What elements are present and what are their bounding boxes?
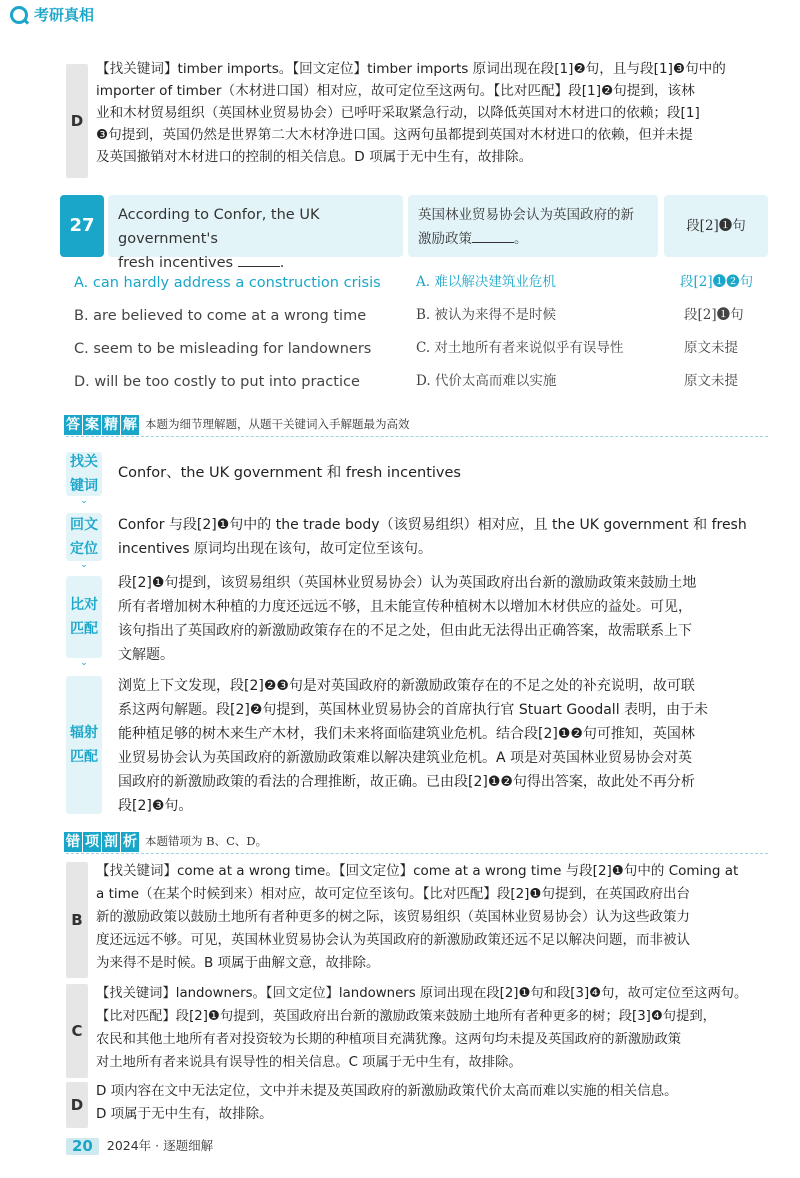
option-a-location: 段[2]❶❷句 [680,274,754,290]
text-line: 【比对匹配】段[2]❶句提到，英国政府出台新的激励政策来鼓励土地所有者种更多的树；段[3]❹句提到， [96,1009,716,1024]
divider [66,853,768,854]
text-line: 【找关键词】timber imports。【回文定位】timber imports 原词出现在段[1]❷句，且与段[1]❸句中的 [96,61,726,77]
question-location: 段[2]❶句 [664,195,768,257]
text-line: D 项属于无中生有，故排除。 [96,1106,273,1122]
text-line: 及英国撤销对木材进口的控制的相关信息。D 项属于无中生有，故排除。 [96,149,533,165]
step-tag-find-keywords: 找关键词 [66,452,102,496]
text-line: ❸句提到，英国仍然是世界第二大木材净进口国。这两句虽都提到英国对木材进口的依赖，但并未提 [96,127,693,143]
answer-blank [238,252,280,267]
option-c-location: 原文未提 [684,340,738,356]
text-line: 国政府的新激励政策的看法的合理推断，故正确。已由段[2]❶❷句得出答案，故此处不再分析 [118,774,695,790]
step-compare-text [118,571,768,667]
option-a-cn: A. 难以解决建筑业危机 [416,274,556,290]
search-icon [10,6,28,24]
answer-blank [472,228,514,243]
step-locate-text [118,513,768,561]
answer-section-title: 答 案 精 解 本题为细节理解题，从题干关键词入手解题最为高效 [66,417,410,433]
text-line: 能种植足够的树木来生产木材，我们未来将面临建筑业危机。结合段[2]❶❷句可推知，英国林 [118,726,695,742]
text-line: 系这两句解题。段[2]❷句提到，英国林业贸易协会的首席执行官 Stuart Goodall 表明，由于未 [118,702,709,718]
wrong-section-note: 本题错项为 B、C、D。 [145,834,268,849]
text-line: 浏览上下文发现，段[2]❷❸句是对英国政府的新激励政策存在的不足之处的补充说明，故可联 [118,678,695,694]
text-line: Confor、the UK government 和 fresh incentives [118,465,461,481]
option-d-location: 原文未提 [684,373,738,389]
chevron-down-icon: ⌄ [80,560,88,570]
wrong-option-b-analysis [96,860,768,975]
option-b-cn: B. 被认为来得不是时候 [416,307,557,323]
text-line: 业和木材贸易组织（英国林业贸易协会）已呼吁采取紧急行动，以降低英国对木材进口的依赖；段[1] [96,105,700,121]
option-b-location: 段[2]❶句 [684,307,744,323]
text-line: 【找关键词】landowners。【回文定位】landowners 原词出现在段[2]❶句和段[3]❹句，故可定位至这两句。 [96,986,748,1001]
text-line: 度还远远不够。可见，英国林业贸易协会认为英国政府的新激励政策还远不足以解决问题，而非被认 [96,932,690,948]
text-line: incentives 原词均出现在该句，故可定位至该句。 [118,541,432,557]
option-a-en: A. can hardly address a construction crisis [74,275,381,291]
step-find-keywords-text [118,462,768,484]
text-line: 所有者增加树木种植的力度还远远不够，且未能宣传种植树木以增加木材供应的益处。可见， [118,599,692,615]
option-tag-d: D [66,64,88,178]
text-line: 农民和其他土地所有者对投资较为长期的种植项目充满犹豫。这两句均未提及英国政府的新激励政策 [96,1032,682,1047]
step-tag-compare: 比对匹配 [66,576,102,658]
wrong-option-d-analysis [96,1080,768,1126]
step-radiate-text [118,674,768,818]
option-c-cn: C. 对土地所有者来说似乎有误导性 [416,340,624,356]
text-line: Confor 与段[2]❶句中的 the trade body（该贸易组织）相对应，且 the UK government 和 fresh [118,517,747,533]
option-c-en: C. seem to be misleading for landowners [74,341,372,357]
text-line: 业贸易协会认为英国政府的新激励政策难以解决建筑业危机。A 项是对英国林业贸易协会对英 [118,750,693,766]
divider [66,436,768,437]
text-line: 文解题。 [118,647,174,663]
option-d-cn: D. 代价太高而难以实施 [416,373,557,389]
brand-title: 考研真相 [34,5,95,24]
option-b-en: B. are believed to come at a wrong time [74,308,367,324]
text-line: D 项内容在文中无法定位，文中并未提及英国政府的新激励政策代价太高而难以实施的相关信息。 [96,1083,678,1099]
text-line: 对土地所有者来说具有误导性的相关信息。C 项属于无中生有，故排除。 [96,1055,522,1070]
step-tag-radiate: 辐射匹配 [66,676,102,814]
chevron-down-icon: ⌄ [80,496,88,506]
text-line: a time（在某个时候到来）相对应，故可定位至该句。【比对匹配】段[2]❶句提到，在英国政府出台 [96,886,691,902]
answer-section-note: 本题为细节理解题，从题干关键词入手解题最为高效 [145,417,410,432]
wrong-section-title: 错 项 剖 析 本题错项为 B、C、D。 [66,834,268,850]
question-stem-en: According to Confor, the UK government's fresh incentives . [108,195,403,257]
footer-text: 2024年 · 逐题细解 [106,1138,214,1154]
question-number: 27 [60,195,104,257]
text-line: 该句指出了英国政府的新激励政策存在的不足之处，但由此无法得出正确答案，故需联系上下 [118,623,692,639]
text-line: importer of timber（木材进口国）相对应，故可定位至这两句。【比对匹配】段[1]❷句提到，该林 [96,83,695,99]
option-d-en: D. will be too costly to put into practice [74,374,360,390]
option-tag-b: B [66,862,88,978]
option-tag-d: D [66,1082,88,1128]
text-line: 段[2]❸句。 [118,798,193,814]
question-stem-cn: 英国林业贸易协会认为英国政府的新 激励政策 。 [408,195,658,257]
wrong-option-c-analysis [96,982,768,1074]
option-tag-c: C [66,984,88,1078]
page-number: 20 [66,1138,99,1155]
step-tag-locate: 回文定位 [66,513,102,561]
text-line: 段[2]❶句提到，该贸易组织（英国林业贸易协会）认为英国政府出台新的激励政策来鼓励土地 [118,575,697,591]
brand [10,6,94,24]
prev-option-d-analysis [96,58,766,168]
chevron-down-icon: ⌄ [80,658,88,668]
text-line: 为来得不是时候。B 项属于曲解文意，故排除。 [96,955,380,971]
text-line: 新的激励政策以鼓励土地所有者种更多的树之际，该贸易组织（英国林业贸易协会）认为这些政策力 [96,909,690,925]
page-footer [66,1138,213,1155]
text-line: 【找关键词】come at a wrong time。【回文定位】come at a wrong time 与段[2]❶句中的 Coming at [96,863,739,879]
